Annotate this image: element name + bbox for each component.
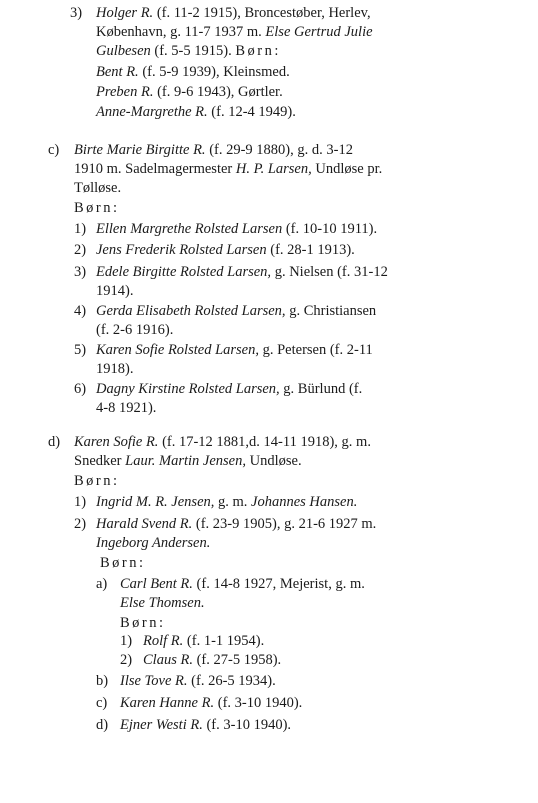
children-heading: Børn: xyxy=(100,555,146,571)
entry-number: a) xyxy=(96,576,108,592)
entry-number: 3) xyxy=(74,264,87,280)
children-heading: Børn: xyxy=(235,43,281,59)
children-heading: Børn: xyxy=(120,615,166,631)
entry-line: Holger R. (f. 11-2 1915), Broncestøber, Herlev, xyxy=(96,5,371,21)
entry-number: 4) xyxy=(74,303,87,319)
entry-number: 1) xyxy=(74,494,87,510)
entry-number: 2) xyxy=(120,652,133,668)
child-entry-cont: Ingeborg Andersen. xyxy=(96,535,211,551)
child-entry: Ingrid M. R. Jensen, g. m. Johannes Hansen. xyxy=(96,494,358,510)
great-grandchild-entry: Claus R. (f. 27-5 1958). xyxy=(143,652,282,668)
child-entry: Karen Sofie Rolsted Larsen, g. Petersen (f. 2-11 xyxy=(96,342,373,358)
child-entry: Gerda Elisabeth Rolsted Larsen, g. Christiansen xyxy=(96,303,377,319)
child-entry: Jens Frederik Rolsted Larsen (f. 28-1 1913). xyxy=(96,242,355,258)
children-heading: Børn: xyxy=(74,200,120,216)
entry-line: Snedker Laur. Martin Jensen, Undløse. xyxy=(74,453,302,469)
grandchild-entry: Karen Hanne R. (f. 3-10 1940). xyxy=(120,695,303,711)
entry-number: 1) xyxy=(120,633,133,649)
children-heading: Børn: xyxy=(74,473,120,489)
child-entry: Dagny Kirstine Rolsted Larsen, g. Bürlund (f. xyxy=(96,381,363,397)
entry-number: 2) xyxy=(74,242,87,258)
entry-number: 6) xyxy=(74,381,87,397)
entry-line: 1910 m. Sadelmagermester H. P. Larsen, Undløse pr. xyxy=(74,161,383,177)
child-entry: Preben R. (f. 9-6 1943), Gørtler. xyxy=(96,84,283,100)
entry-line: Tølløse. xyxy=(74,180,122,196)
entry-line: Karen Sofie R. (f. 17-12 1881,d. 14-11 1918), g. m. xyxy=(74,434,371,450)
grandchild-entry: Ejner Westi R. (f. 3-10 1940). xyxy=(120,717,292,733)
entry-number: d) xyxy=(96,717,109,733)
entry-number: c) xyxy=(48,142,60,158)
entry-number: 3) xyxy=(70,5,83,21)
entry-line: København, g. 11-7 1937 m. Else Gertrud Julie xyxy=(96,24,373,40)
child-entry-cont: 1914). xyxy=(96,283,134,299)
child-entry: Bent R. (f. 5-9 1939), Kleinsmed. xyxy=(96,64,290,80)
grandchild-entry: Ilse Tove R. (f. 26-5 1934). xyxy=(120,673,276,689)
child-entry: Harald Svend R. (f. 23-9 1905), g. 21-6 1927 m. xyxy=(96,516,377,532)
entry-line: Gulbesen (f. 5-5 1915). Børn: xyxy=(96,43,281,59)
child-entry: Anne-Margrethe R. (f. 12-4 1949). xyxy=(96,104,296,120)
entry-number: b) xyxy=(96,673,109,689)
entry-line: Birte Marie Birgitte R. (f. 29-9 1880), g. d. 3-12 xyxy=(74,142,353,158)
grandchild-entry-cont: Else Thomsen. xyxy=(120,595,205,611)
child-entry-cont: 1918). xyxy=(96,361,134,377)
entry-number: d) xyxy=(48,434,61,450)
child-entry: Edele Birgitte Rolsted Larsen, g. Nielsen (f. 31-12 xyxy=(96,264,388,280)
child-entry: Ellen Margrethe Rolsted Larsen (f. 10-10 1911). xyxy=(96,221,378,237)
child-entry-cont: 4-8 1921). xyxy=(96,400,157,416)
entry-number: 2) xyxy=(74,516,87,532)
great-grandchild-entry: Rolf R. (f. 1-1 1954). xyxy=(143,633,265,649)
entry-number: 5) xyxy=(74,342,87,358)
entry-number: 1) xyxy=(74,221,87,237)
grandchild-entry: Carl Bent R. (f. 14-8 1927, Mejerist, g. m. xyxy=(120,576,365,592)
child-entry-cont: (f. 2-6 1916). xyxy=(96,322,174,338)
entry-number: c) xyxy=(96,695,108,711)
